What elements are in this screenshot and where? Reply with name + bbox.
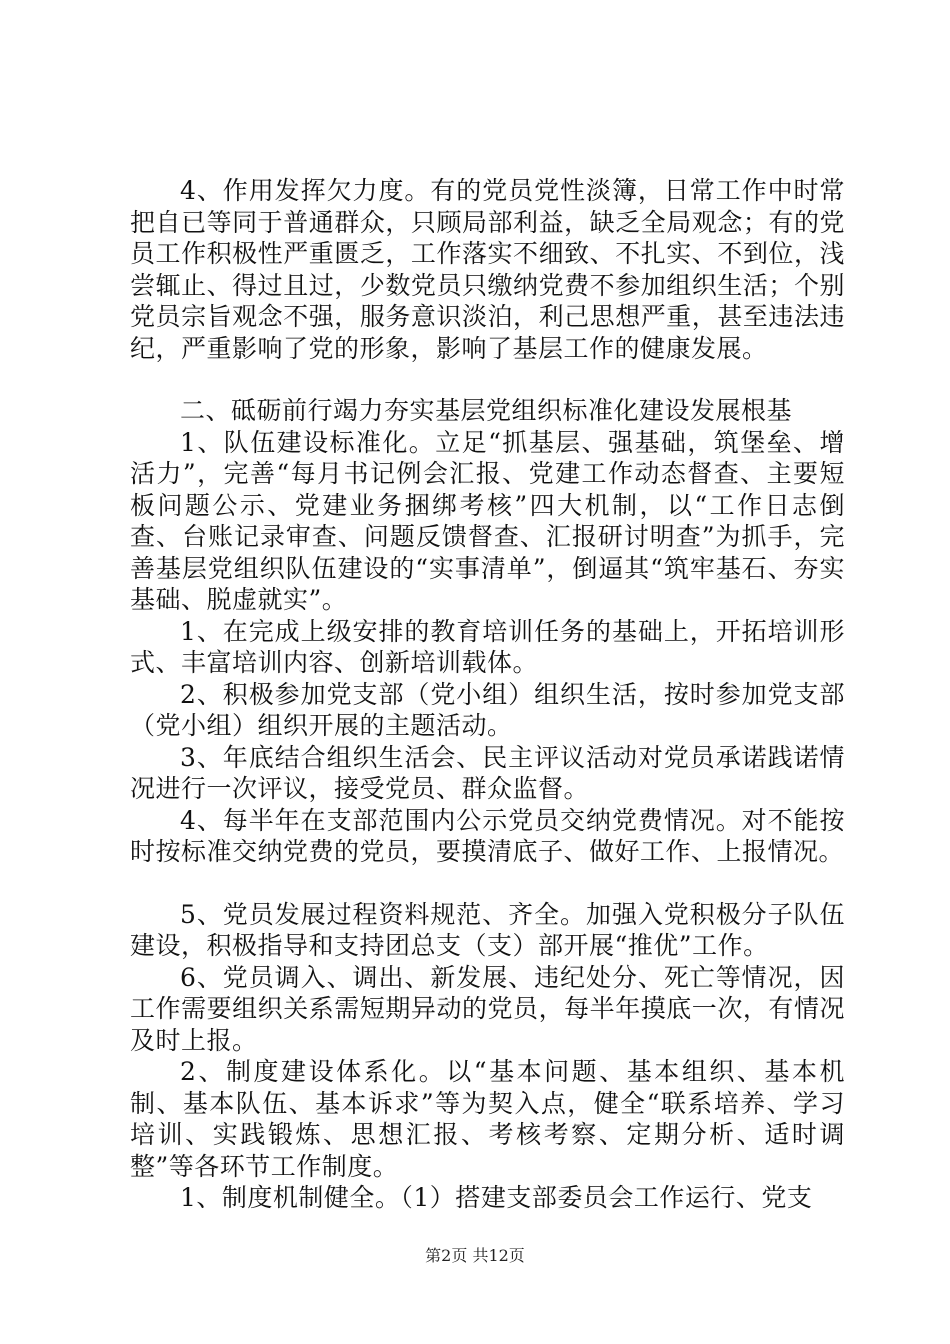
list-item: 1、在完成上级安排的教育培训任务的基础上，开拓培训形式、丰富培训内容、创新培训载体。 bbox=[130, 616, 845, 677]
paragraph-spacer bbox=[130, 868, 845, 899]
list-item: 3、年底结合组织生活会、民主评议活动对党员承诺践诺情况进行一次评议，接受党员、群众监督。 bbox=[130, 742, 845, 803]
section-heading: 二、砥砺前行竭力夯实基层党组织标准化建设发展根基 bbox=[180, 396, 793, 425]
list-item: 6、党员调入、调出、新发展、违纪处分、死亡等情况，因工作需要组织关系需短期异动的党员，每半年摸底一次，有情况及时上报。 bbox=[130, 962, 845, 1055]
list-item: 4、每半年在支部范围内公示党员交纳党费情况。对不能按时按标准交纳党费的党员，要摸清底子、做好工作、上报情况。 bbox=[130, 805, 845, 866]
paragraph: 4、作用发挥欠力度。有的党员党性淡簿，日常工作中时常把自已等同于普通群众，只顾局部利益，缺乏全局观念；有的党员工作积极性严重匮乏，工作落实不细致、不扎实、不到位，浅尝辄止、得过且过，少数党员只缴纳党费不参加组织生活；个别党员宗旨观念不强，服务意识淡泊，利己思想严重，甚至违法违纪，严重影响了党的形象，影响了基层工作的健康发展。 bbox=[130, 176, 845, 363]
list-item: 2、积极参加党支部（党小组）组织生活，按时参加党支部（党小组）组织开展的主题活动。 bbox=[130, 679, 845, 740]
paragraph: 1、制度机制健全。（1）搭建支部委员会工作运行、党支 bbox=[180, 1183, 813, 1212]
list-item: 5、党员发展过程资料规范、齐全。加强入党积极分子队伍建设，积极指导和支持团总支（支）部开展“推优”工作。 bbox=[130, 899, 845, 960]
document-body bbox=[130, 175, 845, 1214]
paragraph: 2、制度建设体系化。以“基本问题、基本组织、基本机制、基本队伍、基本诉求”等为契入点，健全“联系培养、学习培训、实践锻炼、思想汇报、考核考察、定期分析、适时调整”等各环节工作制度。 bbox=[130, 1057, 845, 1181]
page-number-footer: 第2页 共12页 bbox=[425, 1246, 525, 1265]
paragraph: 1、队伍建设标准化。立足“抓基层、强基础，筑堡垒、增活力”，完善“每月书记例会汇报、党建工作动态督查、主要短板问题公示、党建业务捆绑考核”四大机制，以“工作日志倒查、台账记录审查、问题反馈督查、汇报研讨明查”为抓手，完善基层党组织队伍建设的“实事清单”，倒逼其“筑牢基石、夯实基础、脱虚就实”。 bbox=[130, 427, 845, 614]
paragraph-spacer bbox=[130, 364, 845, 395]
